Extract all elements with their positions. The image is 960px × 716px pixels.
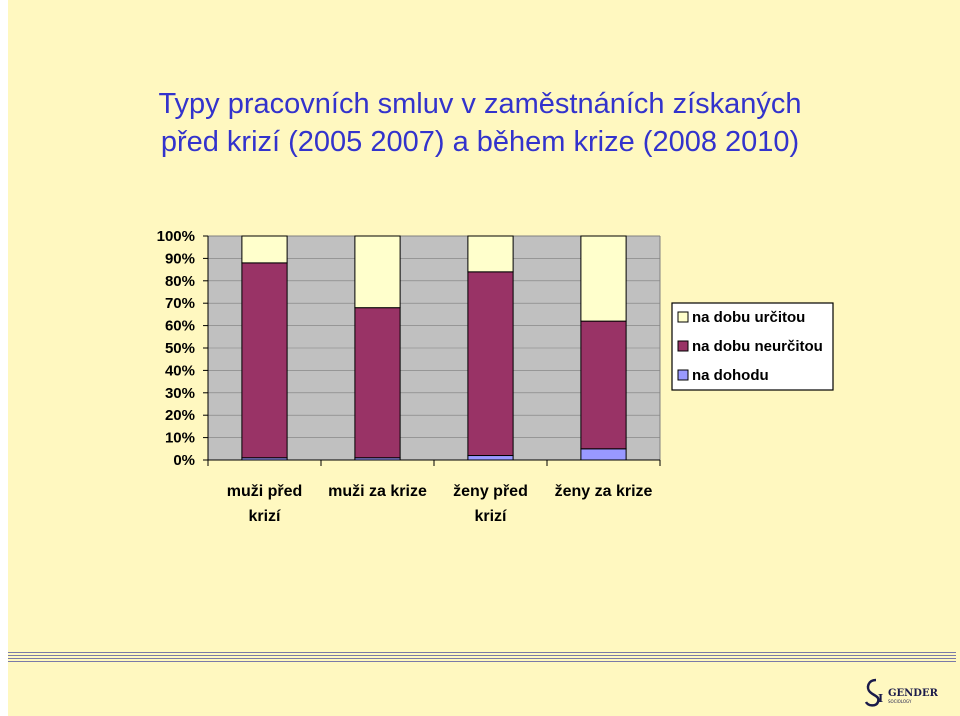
bar-segment-1-2 <box>242 263 287 458</box>
legend <box>672 303 833 390</box>
y-tick-label: 40% <box>164 362 195 380</box>
bar-segment-4-3 <box>581 236 626 321</box>
bar-segment-3-3 <box>468 236 513 272</box>
legend-label: na dohodu <box>692 367 769 384</box>
y-tick-label: 20% <box>164 407 195 425</box>
logo-text-sociology: SOCIOLOGY <box>888 699 912 704</box>
gender-sociology-logo-icon <box>862 674 938 710</box>
bar-segment-4-2 <box>581 321 626 449</box>
legend-label: na dobu neurčitou <box>692 338 823 355</box>
x-tick-label: ženy před <box>453 483 528 500</box>
x-tick-label: krizí <box>248 508 281 525</box>
x-tick-label: muži za krize <box>328 483 427 500</box>
bar-segment-2-2 <box>355 308 400 458</box>
chart-title-line-1: Typy pracovních smluv v zaměstnáních získaných <box>158 88 802 120</box>
legend-label: na dobu určitou <box>692 309 806 326</box>
bar-segment-1-3 <box>242 236 287 263</box>
x-tick-label: krizí <box>474 508 507 525</box>
y-tick-label: 30% <box>164 384 195 402</box>
y-tick-label: 50% <box>164 340 195 357</box>
bar-segment-2-3 <box>355 236 400 308</box>
x-tick-label: muži před <box>226 483 303 500</box>
footer-decoration-lines <box>8 652 956 664</box>
y-tick-label: 90% <box>164 250 195 268</box>
legend-swatch <box>678 312 688 322</box>
chart-title-line-2-text: před krizí (2005 2007) a během krize (2008 2010) <box>160 126 800 158</box>
logo-text-gender: GENDER <box>888 688 938 699</box>
legend-swatch <box>678 370 688 380</box>
y-tick-label: 10% <box>164 429 195 447</box>
x-tick-label: ženy za krize <box>554 483 653 500</box>
bar-segment-3-1 <box>468 456 513 460</box>
bar-segment-4-1 <box>581 449 626 460</box>
y-tick-label: 70% <box>164 295 195 313</box>
legend-swatch <box>678 341 688 351</box>
y-tick-label: 60% <box>164 317 195 335</box>
bar-segment-3-2 <box>468 272 513 456</box>
svg-text:I: I <box>878 692 884 705</box>
y-tick-label: 0% <box>173 452 195 469</box>
y-tick-label: 80% <box>164 272 195 290</box>
y-tick-label: 100% <box>156 228 195 245</box>
